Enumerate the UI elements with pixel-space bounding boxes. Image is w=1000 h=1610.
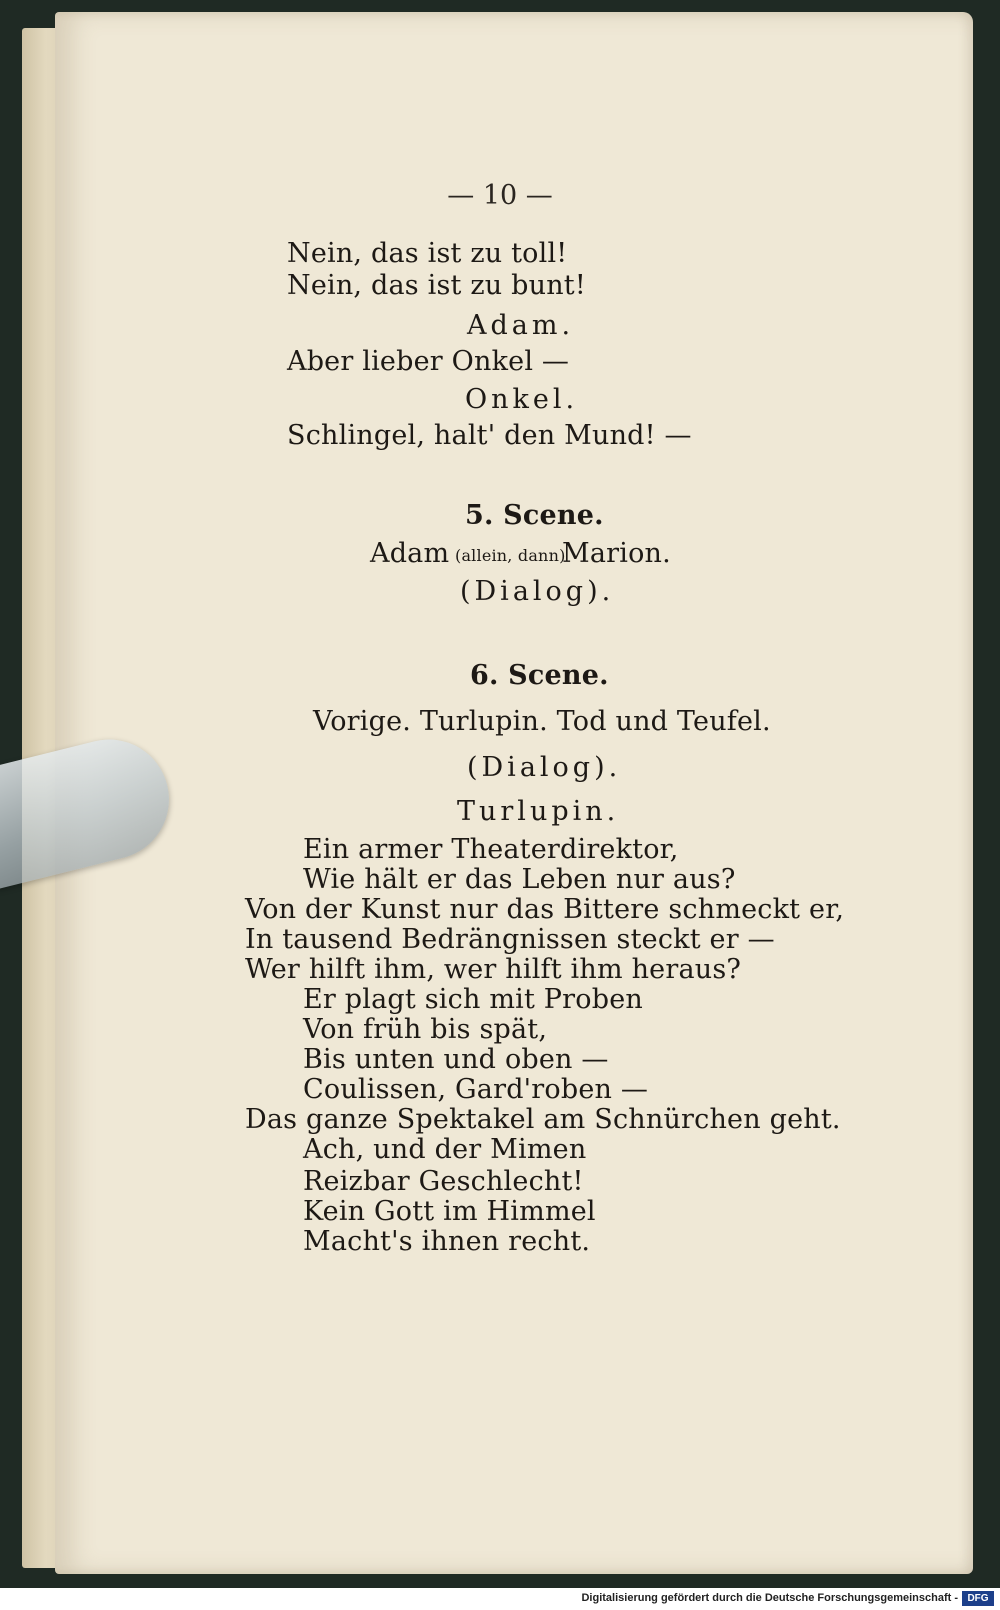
character-name: Marion.	[562, 538, 671, 569]
speaker-name: Adam.	[467, 310, 575, 341]
verse-line: Das ganze Spektakel am Schnürchen geht.	[245, 1104, 841, 1135]
verse-line: In tausend Bedrängnissen steckt er —	[245, 924, 775, 955]
footer-bar	[0, 1588, 1000, 1610]
page-number: — 10 —	[447, 180, 553, 211]
verse-line: Wer hilft ihm, wer hilft ihm heraus?	[245, 954, 742, 985]
character-list: Vorige. Turlupin. Tod und Teufel.	[313, 706, 771, 737]
funding-credit: Digitalisierung gefördert durch die Deutsche Forschungsgemeinschaft -	[581, 1592, 958, 1604]
verse-line: Coulissen, Gard'roben —	[303, 1074, 649, 1105]
text-line: Aber lieber Onkel —	[287, 346, 570, 377]
stage-direction: (Dialog).	[460, 576, 615, 607]
scene-heading: 5. Scene.	[465, 500, 604, 531]
stage-direction: (allein, dann)	[455, 546, 566, 565]
verse-line: Kein Gott im Himmel	[303, 1196, 596, 1227]
verse-line: Er plagt sich mit Proben	[303, 984, 643, 1015]
text-line: Schlingel, halt' den Mund! —	[287, 420, 692, 451]
verse-line: Von früh bis spät,	[303, 1014, 548, 1045]
verse-line: Reizbar Geschlecht!	[303, 1166, 584, 1197]
verse-line: Ein armer Theaterdirektor,	[303, 834, 679, 865]
stage-direction: (Dialog).	[467, 752, 622, 783]
verse-line: Ach, und der Mimen	[303, 1134, 587, 1165]
verse-line: Macht's ihnen recht.	[303, 1226, 591, 1257]
verse-line: Von der Kunst nur das Bittere schmeckt er,	[245, 894, 845, 925]
text-line: Nein, das ist zu bunt!	[287, 270, 586, 301]
character-name: Adam	[370, 538, 450, 569]
scene-heading: 6. Scene.	[470, 660, 609, 691]
verse-line: Wie hält er das Leben nur aus?	[303, 864, 736, 895]
dfg-logo: DFG	[962, 1591, 994, 1606]
speaker-name: Onkel.	[465, 384, 579, 415]
text-line: Nein, das ist zu toll!	[287, 238, 568, 269]
speaker-name: Turlupin.	[457, 796, 620, 827]
verse-line: Bis unten und oben —	[303, 1044, 609, 1075]
